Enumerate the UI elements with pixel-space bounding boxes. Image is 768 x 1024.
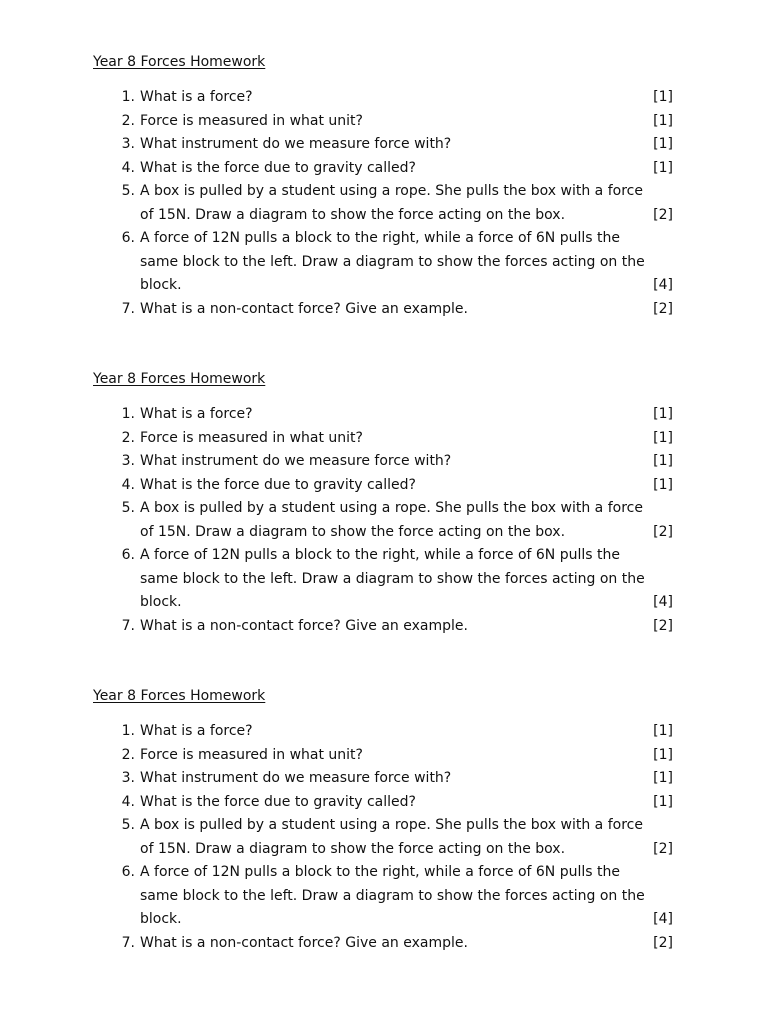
question-text: A box is pulled by a student using a rope. She pulls the box with a force [140, 500, 643, 516]
question-text: What is a non-contact force? Give an example. [140, 934, 468, 951]
question-text-line [140, 791, 673, 815]
question-marks: [1] [653, 89, 673, 105]
question-number: 5. [121, 500, 135, 516]
section-heading: Year 8 Forces Homework [93, 54, 266, 70]
question-item [93, 227, 673, 298]
question-item [93, 427, 673, 451]
question-item [93, 497, 673, 544]
question-number: 6. [121, 547, 135, 563]
question-item [93, 403, 673, 427]
question-number: 4. [121, 793, 135, 810]
question-text-line [140, 838, 673, 862]
question-text: same block to the left. Draw a diagram to show the forces acting on the [140, 570, 645, 587]
question-text-line [140, 86, 673, 110]
question-number: 1. [121, 89, 135, 105]
question-marks: [4] [653, 277, 673, 293]
question-text: A box is pulled by a student using a rope. She pulls the box with a force [140, 817, 643, 833]
section-heading: Year 8 Forces Homework [93, 371, 266, 387]
question-item [93, 720, 673, 744]
question-text-line [140, 885, 673, 909]
question-marks: [1] [653, 406, 673, 422]
question-text: What is a non-contact force? Give an example. [140, 300, 468, 317]
question-item [93, 861, 673, 932]
question-text: same block to the left. Draw a diagram to show the forces acting on the [140, 253, 645, 270]
question-item [93, 133, 673, 157]
question-text: block. [140, 277, 182, 293]
question-text-line [140, 814, 673, 838]
question-marks: [1] [653, 136, 673, 152]
question-text: What is a force? [140, 89, 253, 105]
question-text: same block to the left. Draw a diagram to show the forces acting on the [140, 887, 645, 904]
homework-section-3 [93, 686, 673, 955]
question-text: Force is measured in what unit? [140, 746, 363, 763]
question-marks: [1] [653, 429, 673, 446]
question-text: What is the force due to gravity called? [140, 793, 416, 810]
question-text: What is a force? [140, 723, 253, 739]
question-item [93, 932, 673, 956]
question-marks: [1] [653, 112, 673, 129]
question-text: What instrument do we measure force with? [140, 453, 452, 469]
question-text-line [140, 204, 673, 228]
question-text-line [140, 474, 673, 498]
question-text-line [140, 180, 673, 204]
question-marks: [1] [653, 770, 673, 786]
question-number: 3. [121, 453, 135, 469]
question-marks: [2] [653, 840, 673, 857]
question-number: 1. [121, 723, 135, 739]
question-item [93, 298, 673, 322]
question-list [93, 86, 673, 321]
question-text-line [140, 932, 673, 956]
question-item [93, 110, 673, 134]
question-number: 5. [121, 817, 135, 833]
question-item [93, 767, 673, 791]
question-list [93, 403, 673, 638]
question-marks: [1] [653, 746, 673, 763]
question-text: Force is measured in what unit? [140, 429, 363, 446]
question-text-line [140, 274, 673, 298]
question-marks: [1] [653, 453, 673, 469]
question-text: of 15N. Draw a diagram to show the force acting on the box. [140, 523, 566, 540]
question-item [93, 744, 673, 768]
question-text-line [140, 908, 673, 932]
question-marks: [2] [653, 617, 673, 634]
question-text-line [140, 133, 673, 157]
question-text-line [140, 227, 673, 251]
question-number: 3. [121, 770, 135, 786]
question-text-line [140, 568, 673, 592]
question-text: A box is pulled by a student using a rope. She pulls the box with a force [140, 183, 643, 199]
question-text: A force of 12N pulls a block to the right, while a force of 6N pulls the [140, 547, 620, 563]
question-text: of 15N. Draw a diagram to show the force acting on the box. [140, 206, 566, 223]
question-text: A force of 12N pulls a block to the right, while a force of 6N pulls the [140, 230, 620, 246]
question-text: block. [140, 594, 182, 610]
question-item [93, 86, 673, 110]
question-text: of 15N. Draw a diagram to show the force acting on the box. [140, 840, 566, 857]
question-item [93, 544, 673, 615]
question-text: What is the force due to gravity called? [140, 476, 416, 493]
question-item [93, 474, 673, 498]
question-text-line [140, 298, 673, 322]
question-marks: [1] [653, 723, 673, 739]
question-marks: [1] [653, 793, 673, 810]
question-number: 6. [121, 864, 135, 880]
question-number: 5. [121, 183, 135, 199]
question-number: 2. [121, 746, 135, 763]
question-text-line [140, 403, 673, 427]
question-text-line [140, 591, 673, 615]
question-marks: [2] [653, 523, 673, 540]
question-text-line [140, 720, 673, 744]
question-item [93, 791, 673, 815]
section-heading: Year 8 Forces Homework [93, 688, 266, 704]
question-text-line [140, 615, 673, 639]
question-text-line [140, 497, 673, 521]
question-number: 4. [121, 159, 135, 176]
question-text-line [140, 744, 673, 768]
question-number: 2. [121, 429, 135, 446]
homework-section-2 [93, 369, 673, 638]
question-text: block. [140, 911, 182, 927]
question-text: What instrument do we measure force with? [140, 770, 452, 786]
question-text-line [140, 450, 673, 474]
question-text: A force of 12N pulls a block to the right, while a force of 6N pulls the [140, 864, 620, 880]
question-text: What is the force due to gravity called? [140, 159, 416, 176]
question-number: 1. [121, 406, 135, 422]
question-marks: [2] [653, 206, 673, 223]
question-text-line [140, 861, 673, 885]
question-text-line [140, 544, 673, 568]
question-number: 4. [121, 476, 135, 493]
question-number: 7. [121, 617, 135, 634]
question-text: Force is measured in what unit? [140, 112, 363, 129]
question-text-line [140, 157, 673, 181]
question-marks: [4] [653, 911, 673, 927]
question-marks: [2] [653, 300, 673, 317]
question-item [93, 157, 673, 181]
question-text-line [140, 767, 673, 791]
question-text-line [140, 521, 673, 545]
question-text-line [140, 251, 673, 275]
question-text: What is a force? [140, 406, 253, 422]
question-marks: [1] [653, 476, 673, 493]
question-marks: [2] [653, 934, 673, 951]
question-item [93, 180, 673, 227]
question-item [93, 814, 673, 861]
question-number: 3. [121, 136, 135, 152]
question-number: 7. [121, 934, 135, 951]
question-text: What instrument do we measure force with? [140, 136, 452, 152]
question-text-line [140, 110, 673, 134]
homework-section-1 [93, 52, 673, 321]
question-item [93, 615, 673, 639]
question-text-line [140, 427, 673, 451]
question-marks: [4] [653, 594, 673, 610]
question-number: 7. [121, 300, 135, 317]
question-marks: [1] [653, 159, 673, 176]
question-item [93, 450, 673, 474]
question-list [93, 720, 673, 955]
question-text: What is a non-contact force? Give an example. [140, 617, 468, 634]
question-number: 2. [121, 112, 135, 129]
question-number: 6. [121, 230, 135, 246]
